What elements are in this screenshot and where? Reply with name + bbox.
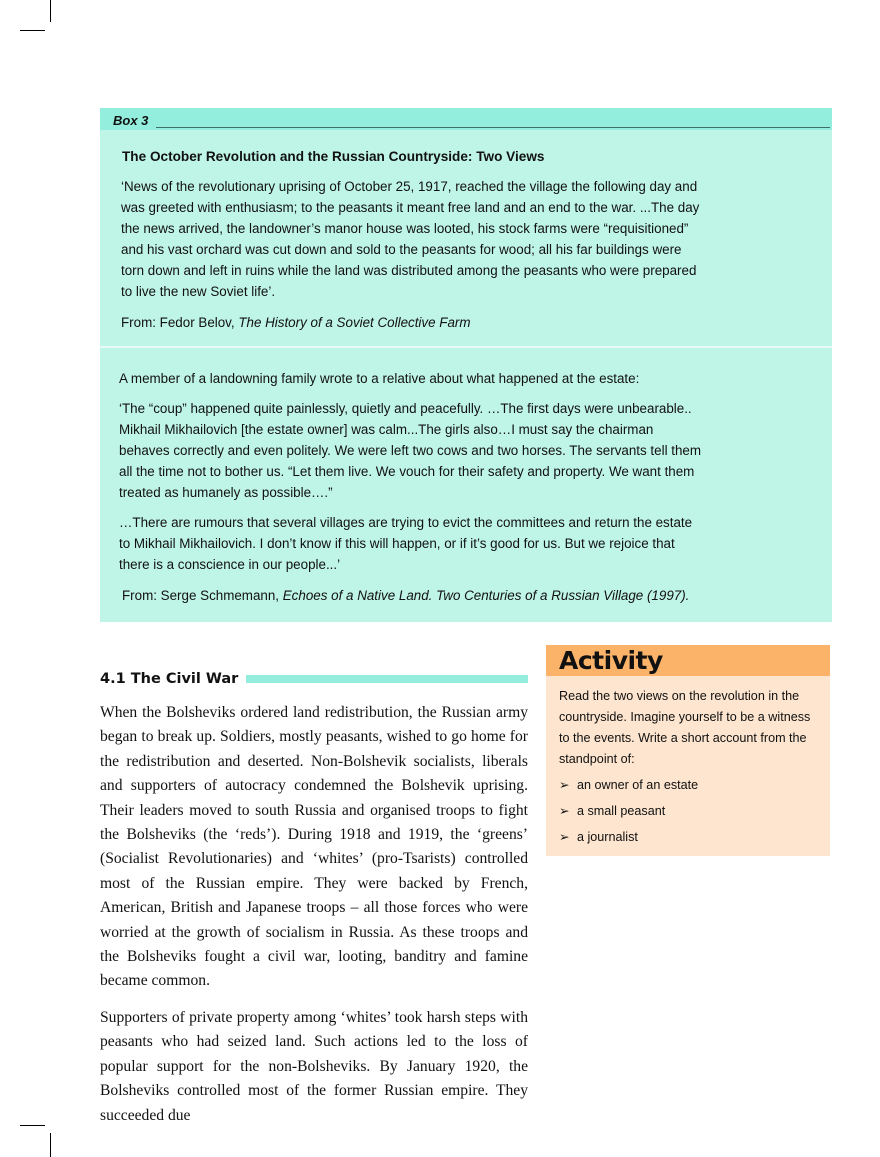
activity-bullet [559, 775, 830, 796]
section-heading: 4.1 The Civil War [100, 671, 239, 687]
source-prefix: From: Fedor Belov, [121, 315, 239, 330]
crop-mark [20, 30, 45, 31]
activity-title: Activity [559, 646, 663, 675]
source-prefix: From: Serge Schmemann, [122, 588, 283, 603]
crop-mark [50, 1133, 51, 1157]
bullet-text: a journalist [577, 830, 638, 844]
bullet-text: a small peasant [577, 804, 666, 818]
activity-bullet [559, 801, 830, 822]
quote-belov: ‘News of the revolutionary uprising of October 25, 1917, reached the village the following day and was greeted with enthusiasm; to the peasants it meant free land and an end to the war. ...The day the news arrived, the landowner’s manor house was looted, his stock farms were “requisitioned” and his vast orchard was cut down and sold to the peasants for wood; all his far buildings were torn down and left in ruins while the land was distributed among the peasants who were prepared to live the new Soviet life’. [121, 179, 700, 299]
body-paragraph: When the Bolsheviks ordered land redistribution, the Russian army began to break up. Soldiers, mostly peasants, wished to go home for the redistribution and deserted. Non-Bolshevik socialists, liberals and supporters of autocracy condemned the Bolshevik uprising. Their leaders moved to south Russia and organised troops to fight the Bolsheviks (the ‘reds’). During 1918 and 1919, the ‘greens’ (Socialist Revolutionaries) and ‘whites’ (pro-Tsarists) controlled most of the Russian empire. They were backed by French, American, British and Japanese troops – all those forces who were worried at the growth of socialism in Russia. As these troops and the Bolsheviks fought a civil war, looting, banditry and famine became common. [100, 704, 528, 990]
source-schmemann [122, 585, 820, 620]
box-title: The October Revolution and the Russian Countryside: Two Views [122, 149, 545, 164]
quote-letter-2: …There are rumours that several villages are trying to evict the committees and return the estate to Mikhail Mikhailovich. I don’t know if this will happen, or if it’s good for us. But we rejoice that there is a conscience in our people...’ [119, 515, 693, 572]
activity-box [546, 645, 830, 856]
box-header-rule [156, 127, 830, 128]
body-paragraph: Supporters of private property among ‘whites’ took harsh steps with peasants who had seized land. Such actions led to the loss of popular support for the non-Bolsheviks. By January 1920, the Bolsheviks controlled most of the former Russian empire. They succeeded due [100, 1008, 528, 1124]
crop-mark [20, 1125, 45, 1126]
crop-mark [50, 0, 51, 22]
arrow-bullet-icon: ➢ [559, 830, 570, 844]
main-column [100, 668, 528, 1128]
section-heading-row [100, 668, 528, 690]
activity-header [546, 645, 830, 676]
arrow-bullet-icon: ➢ [559, 778, 570, 792]
box-divider [100, 346, 832, 348]
landowner-intro: A member of a landowning family wrote to a relative about what happened at the estate: [119, 371, 640, 386]
arrow-bullet-icon: ➢ [559, 804, 570, 818]
quote-letter-1: ‘The “coup” happened quite painlessly, quietly and peacefully. …The first days were unbearable.. Mikhail Mikhailovich [the estate owner] was calm...The girls also…I must say the chairman behaves correctly and even politely. We were left two cows and two horses. The servants tell them all the time not to bother us. “Let them live. We vouch for their safety and property. We want them treated as humanely as possible….” [119, 401, 702, 500]
box-3 [100, 108, 832, 622]
box-header [100, 108, 832, 130]
source-title: The History of a Soviet Collective Farm [238, 315, 471, 330]
activity-text: Read the two views on the revolution in the countryside. Imagine yourself to be a witness to the events. Write a short account from the standpoint of: [559, 689, 811, 766]
activity-bullet [559, 827, 830, 848]
source-belov [121, 312, 820, 333]
bullet-text: an owner of an estate [577, 778, 699, 792]
box-label: Box 3 [113, 113, 149, 128]
section-heading-bar [246, 675, 528, 683]
source-title: Echoes of a Native Land. Two Centuries of a Russian Village (1997). [282, 588, 690, 603]
